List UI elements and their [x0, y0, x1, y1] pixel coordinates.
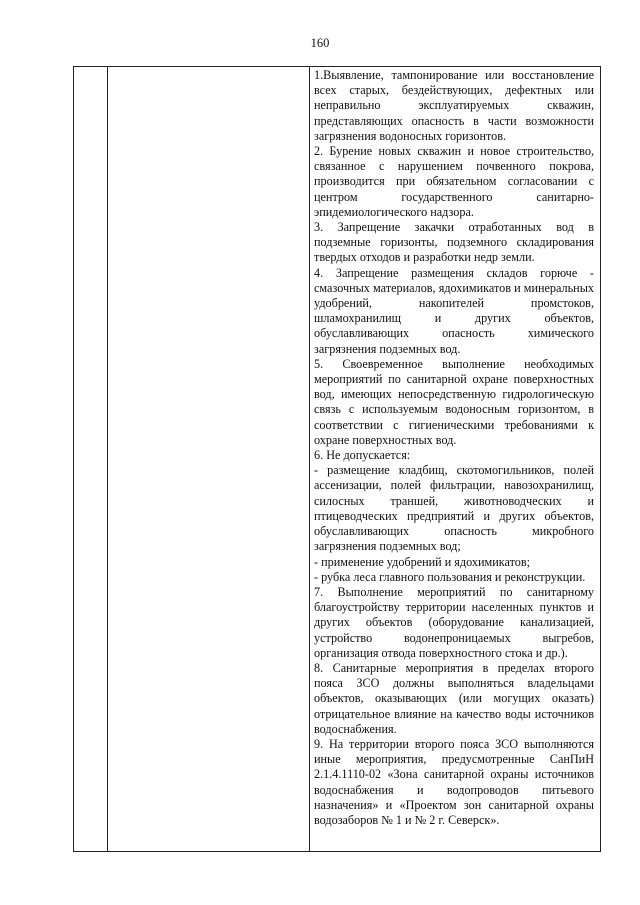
document-table: [73, 66, 601, 852]
table-cell-measures: [310, 67, 601, 852]
paragraph: устройство водонепроницаемых выгребов, организация отвода поверхностного стока и др.).: [314, 630, 594, 660]
paragraph: 3. Запрещение закачки отработанных вод в подземные горизонты, подземного складирования твердых отходов и разработки недр земли.: [314, 220, 594, 265]
paragraph: 4. Запрещение размещения складов горюче - смазочных материалов, ядохимикатов и минеральных удобрений, накопителей промстоков, шламохранилищ и других объектов, обуславливающих опасность химического загрязнения подземных вод.: [314, 265, 594, 356]
measures-text: [310, 67, 600, 828]
paragraph: - применение удобрений и ядохимикатов;: [314, 554, 530, 569]
paragraph: 9. На территории второго пояса ЗСО выполняются иные мероприятия, предусмотренные СанПиН 2.1.4.1110-02 «Зона санитарной охраны источников водоснабжения и водопроводов питьевого назначения» и «Проектом зон санитарной охраны водозаборов № 1 и № 2 г. Северск».: [314, 736, 594, 827]
paragraph: - рубка леса главного пользования и реконструкции.: [314, 569, 586, 584]
paragraph: 1.Выявление, тампонирование или восстановление всех старых, бездействующих, дефектных или неправильно эксплуатируемых скважин, представляющих опасность в части возможности загрязнения водоносных горизонтов.: [314, 68, 594, 143]
paragraph: - размещение кладбищ, скотомогильников, полей ассенизации, полей фильтрации, навозохранилищ, силосных траншей, животноводческих и птицеводческих предприятий и других объектов, обуславливающих опасность микробного загрязнения подземных вод;: [314, 463, 594, 554]
paragraph: 6. Не допускается:: [314, 448, 411, 463]
paragraph: 8. Санитарные мероприятия в пределах второго пояса ЗСО должны выполняться владельцами объектов, оказывающих (или могущих оказать) отрицательное влияние на качество воды источников водоснабжения.: [314, 660, 594, 736]
page-number: 160: [310, 36, 330, 50]
table-cell-number: [74, 67, 108, 852]
table-row: [74, 67, 601, 852]
paragraph: центром государственного санитарно-эпидемиологического надзора.: [314, 189, 594, 219]
paragraph: 5. Своевременное выполнение необходимых мероприятий по санитарной охране поверхностных вод, имеющих непосредственную гидрологическую связь с используемым водоносным горизонтом, в соответствии с гигиеническими требованиями к охране поверхностных вод.: [314, 356, 594, 447]
paragraph: 7. Выполнение мероприятий по санитарному благоустройству территории населенных пунктов и других объектов (оборудование канализацией,: [314, 584, 594, 630]
table-cell-name: [108, 67, 310, 852]
paragraph: 2. Бурение новых скважин и новое строительство, связанное с нарушением почвенного покрова, производится при обязательном согласовании с: [314, 144, 594, 189]
